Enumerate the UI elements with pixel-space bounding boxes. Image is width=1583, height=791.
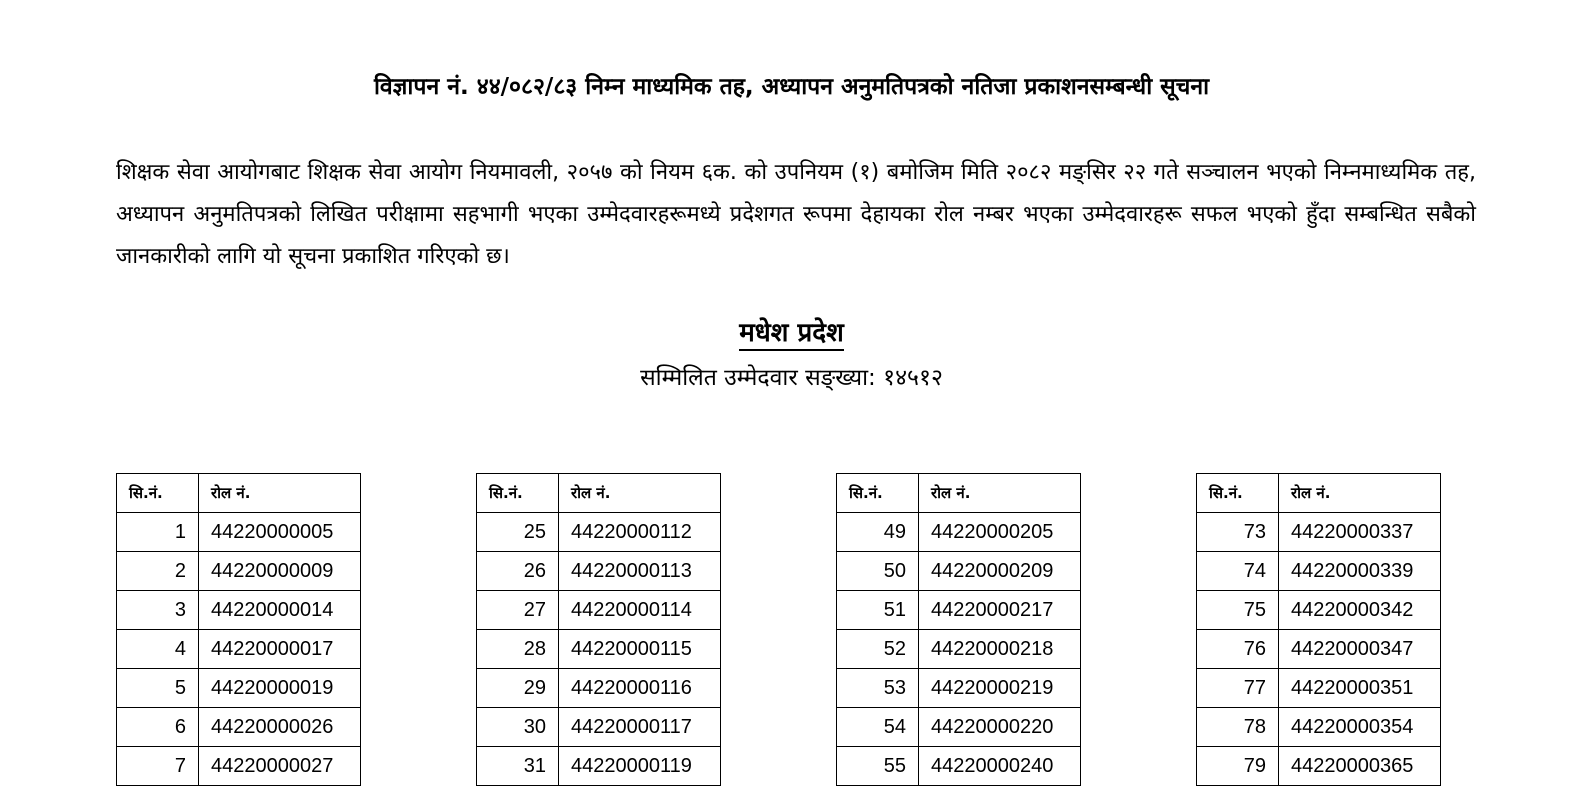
roll-number-cell: 44220000205 <box>919 513 1081 552</box>
notice-body: शिक्षक सेवा आयोगबाट शिक्षक सेवा आयोग नियमावली, २०५७ को नियम ६क. को उपनियम (१) बमोजिम मिति २०८२ मङ्सिर २२ गते सञ्चालन भएको निम्नमाध्यमिक तह, अध्यापन अनुमतिपत्रको लिखित परीक्षामा सहभागी भएका उम्मेदवारहरूमध्ये प्रदेशगत रूपमा देहायका रोल नम्बर भएका उम्मेदवारहरू सफल भएको हुँदा सम्बन्धित सबैको जानकारीको लागि यो सूचना प्रकाशित गरिएको छ। <box>116 160 1476 269</box>
table-row <box>837 630 1081 669</box>
table-row <box>837 708 1081 747</box>
table-row <box>117 591 361 630</box>
table-row <box>477 591 721 630</box>
serial-number-cell: 25 <box>477 513 559 552</box>
table-row <box>837 669 1081 708</box>
roll-number-cell: 44220000115 <box>559 630 721 669</box>
table-row <box>1197 747 1441 786</box>
candidate-count: सम्मिलित उम्मेदवार सङ्ख्या: १४५१२ <box>640 365 943 391</box>
table-row <box>477 669 721 708</box>
roll-number-cell: 44220000116 <box>559 669 721 708</box>
table-row <box>477 630 721 669</box>
serial-number-cell: 6 <box>117 708 199 747</box>
serial-number-cell: 27 <box>477 591 559 630</box>
roll-number-cell: 44220000019 <box>199 669 361 708</box>
result-table-2 <box>476 473 721 786</box>
roll-number-cell: 44220000219 <box>919 669 1081 708</box>
notice-title: विज्ञापन नं. ४४/०८२/८३ निम्न माध्यमिक तह, अध्यापन अनुमतिपत्रको नतिजा प्रकाशनसम्बन्धी सूचना <box>373 74 1210 100</box>
result-table-3 <box>836 473 1081 786</box>
serial-number-cell: 26 <box>477 552 559 591</box>
serial-number-cell: 7 <box>117 747 199 786</box>
serial-number-cell: 76 <box>1197 630 1279 669</box>
province-heading <box>0 313 1583 353</box>
roll-number-cell: 44220000014 <box>199 591 361 630</box>
serial-number-cell: 55 <box>837 747 919 786</box>
roll-number-cell: 44220000347 <box>1279 630 1441 669</box>
table-row <box>1197 552 1441 591</box>
table-row <box>1197 513 1441 552</box>
serial-number-cell: 50 <box>837 552 919 591</box>
serial-number-cell: 28 <box>477 630 559 669</box>
roll-number-cell: 44220000209 <box>919 552 1081 591</box>
roll-number-cell: 44220000217 <box>919 591 1081 630</box>
roll-number-cell: 44220000339 <box>1279 552 1441 591</box>
serial-number-cell: 2 <box>117 552 199 591</box>
table-row <box>117 708 361 747</box>
roll-number-cell: 44220000113 <box>559 552 721 591</box>
serial-number-cell: 53 <box>837 669 919 708</box>
table-row <box>1197 708 1441 747</box>
roll-number-cell: 44220000114 <box>559 591 721 630</box>
roll-number-cell: 44220000027 <box>199 747 361 786</box>
roll-number-cell: 44220000218 <box>919 630 1081 669</box>
table-row <box>117 552 361 591</box>
serial-number-cell: 75 <box>1197 591 1279 630</box>
table-row <box>117 669 361 708</box>
serial-number-cell: 74 <box>1197 552 1279 591</box>
serial-number-cell: 78 <box>1197 708 1279 747</box>
table-row <box>477 513 721 552</box>
result-table-4 <box>1196 473 1441 786</box>
roll-number-cell: 44220000365 <box>1279 747 1441 786</box>
serial-number-cell: 29 <box>477 669 559 708</box>
serial-number-cell: 54 <box>837 708 919 747</box>
roll-number-cell: 44220000119 <box>559 747 721 786</box>
roll-number-cell: 44220000240 <box>919 747 1081 786</box>
table-row <box>837 591 1081 630</box>
serial-number-cell: 51 <box>837 591 919 630</box>
table-row <box>1197 669 1441 708</box>
roll-header: रोल नं. <box>1279 474 1441 513</box>
table-row <box>117 747 361 786</box>
roll-number-cell: 44220000220 <box>919 708 1081 747</box>
table-row <box>837 747 1081 786</box>
serial-number-cell: 5 <box>117 669 199 708</box>
table-row <box>117 630 361 669</box>
serial-number-cell: 31 <box>477 747 559 786</box>
roll-number-cell: 44220000354 <box>1279 708 1441 747</box>
table-header-row <box>117 474 361 513</box>
sn-header: सि.नं. <box>1197 474 1279 513</box>
table-row <box>837 513 1081 552</box>
serial-number-cell: 77 <box>1197 669 1279 708</box>
table-row <box>117 513 361 552</box>
table-header-row <box>477 474 721 513</box>
table-row <box>837 552 1081 591</box>
serial-number-cell: 79 <box>1197 747 1279 786</box>
sn-header: सि.नं. <box>837 474 919 513</box>
roll-number-cell: 44220000351 <box>1279 669 1441 708</box>
table-header-row <box>1197 474 1441 513</box>
roll-header: रोल नं. <box>919 474 1081 513</box>
roll-number-cell: 44220000112 <box>559 513 721 552</box>
serial-number-cell: 3 <box>117 591 199 630</box>
roll-number-cell: 44220000342 <box>1279 591 1441 630</box>
serial-number-cell: 30 <box>477 708 559 747</box>
roll-number-cell: 44220000117 <box>559 708 721 747</box>
roll-number-cell: 44220000005 <box>199 513 361 552</box>
serial-number-cell: 73 <box>1197 513 1279 552</box>
sn-header: सि.नं. <box>117 474 199 513</box>
serial-number-cell: 1 <box>117 513 199 552</box>
serial-number-cell: 4 <box>117 630 199 669</box>
serial-number-cell: 49 <box>837 513 919 552</box>
table-row <box>477 708 721 747</box>
table-row <box>477 552 721 591</box>
roll-number-cell: 44220000337 <box>1279 513 1441 552</box>
roll-number-cell: 44220000017 <box>199 630 361 669</box>
roll-header: रोल नं. <box>559 474 721 513</box>
table-row <box>1197 630 1441 669</box>
roll-header: रोल नं. <box>199 474 361 513</box>
result-table-1 <box>116 473 361 786</box>
sn-header: सि.नं. <box>477 474 559 513</box>
table-row <box>477 747 721 786</box>
serial-number-cell: 52 <box>837 630 919 669</box>
roll-number-cell: 44220000026 <box>199 708 361 747</box>
table-header-row <box>837 474 1081 513</box>
roll-number-cell: 44220000009 <box>199 552 361 591</box>
province-name: मधेश प्रदेश <box>739 318 844 351</box>
table-row <box>1197 591 1441 630</box>
